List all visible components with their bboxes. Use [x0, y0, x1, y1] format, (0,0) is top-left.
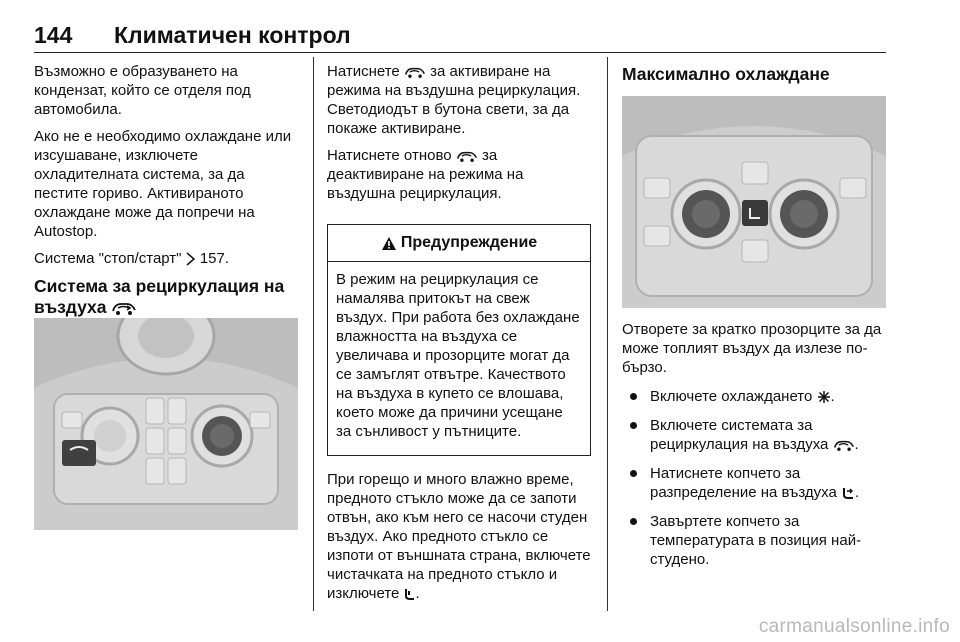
- paragraph: Ако не е необходимо охлаждане или изсушаване, изключете охладителната система, за да пестите гориво. Активираното охлаждане може да попречи на Autostop.: [34, 128, 292, 240]
- bullet-dot: [630, 470, 637, 477]
- climate-panel-image-recirculation: [34, 318, 298, 530]
- reference-page[interactable]: 157.: [199, 250, 230, 267]
- list-item: Включете охлаждането .: [622, 387, 888, 406]
- list-item: Завъртете копчето за температурата в позиция най-студено.: [622, 512, 888, 569]
- warning-box: [327, 224, 591, 456]
- page-title: Климатичен контрол: [114, 22, 351, 48]
- paragraph: Възможно е образуването на кондензат, който се отделя под автомобила.: [34, 63, 251, 118]
- warning-triangle-icon: [381, 236, 397, 251]
- header-divider: [34, 52, 886, 53]
- column-divider-2: [607, 57, 608, 611]
- list-item: Включете системата за рециркулация на въздуха .: [622, 416, 888, 454]
- column-2: [327, 62, 595, 211]
- bullet-list: [622, 387, 888, 569]
- paragraph: Отворете за кратко прозорците за да може топлият въздух да излезе по-бързо.: [622, 321, 882, 376]
- bullet-dot: [630, 518, 637, 525]
- airflow-seat-icon: [841, 486, 855, 500]
- list-item: Натиснете копчето за разпределение на въздуха .: [622, 464, 888, 502]
- recirculation-car-icon: [456, 149, 478, 163]
- watermark: carmanualsonline.info: [758, 616, 950, 637]
- climate-panel-image-max-cooling: [622, 96, 886, 308]
- bullet-dot: [630, 422, 637, 429]
- column-1: [34, 62, 300, 328]
- column-divider-1: [313, 57, 314, 611]
- paragraph-reference: [34, 249, 300, 268]
- paragraph-activate: Натиснете за активиране на режима на въздушна рециркулация. Светодиодът в бутона свети, за да покаже активиране.: [327, 63, 581, 137]
- recirculation-car-icon: [833, 438, 855, 452]
- paragraph-windshield: При горещо и много влажно време, предното стъкло може да се запоти отвън, ако към него се насочи студен въздух. Ако предното стъкло се изпоти от външната страна, включете чистачката на предното стъкло и изключете .: [327, 471, 591, 602]
- page-header: [34, 22, 886, 52]
- section-heading-max-cooling: Максимално охлаждане: [622, 64, 830, 84]
- warning-header: [328, 225, 590, 262]
- max-cooling-instructions: [622, 320, 888, 579]
- column-3: [622, 62, 888, 95]
- recirculation-car-icon: [111, 300, 137, 316]
- paragraph-deactivate: Натиснете отново за деактивиране на режима на въздушна рециркулация.: [327, 147, 524, 202]
- snowflake-icon: [817, 390, 831, 404]
- airflow-windshield-icon: [404, 587, 416, 601]
- reference-arrow-icon: [186, 252, 196, 266]
- page-number: 144: [34, 22, 73, 48]
- section-heading-recirculation: Система за рециркулация на въздуха: [34, 276, 285, 317]
- warning-text: В режим на рециркулация се намалява притокът на свеж въздух. При работа без охлаждане влажността на въздуха се увеличава и прозорците могат да се замъглят отвътре. Качеството на въздуха в купето се влошава, което може да причини усещане за сънливост у пътниците.: [336, 271, 580, 440]
- bullet-dot: [630, 393, 637, 400]
- warning-title: Предупреждение: [400, 234, 538, 251]
- recirculation-car-icon: [404, 65, 426, 79]
- reference-text: Система "стоп/старт": [34, 250, 182, 267]
